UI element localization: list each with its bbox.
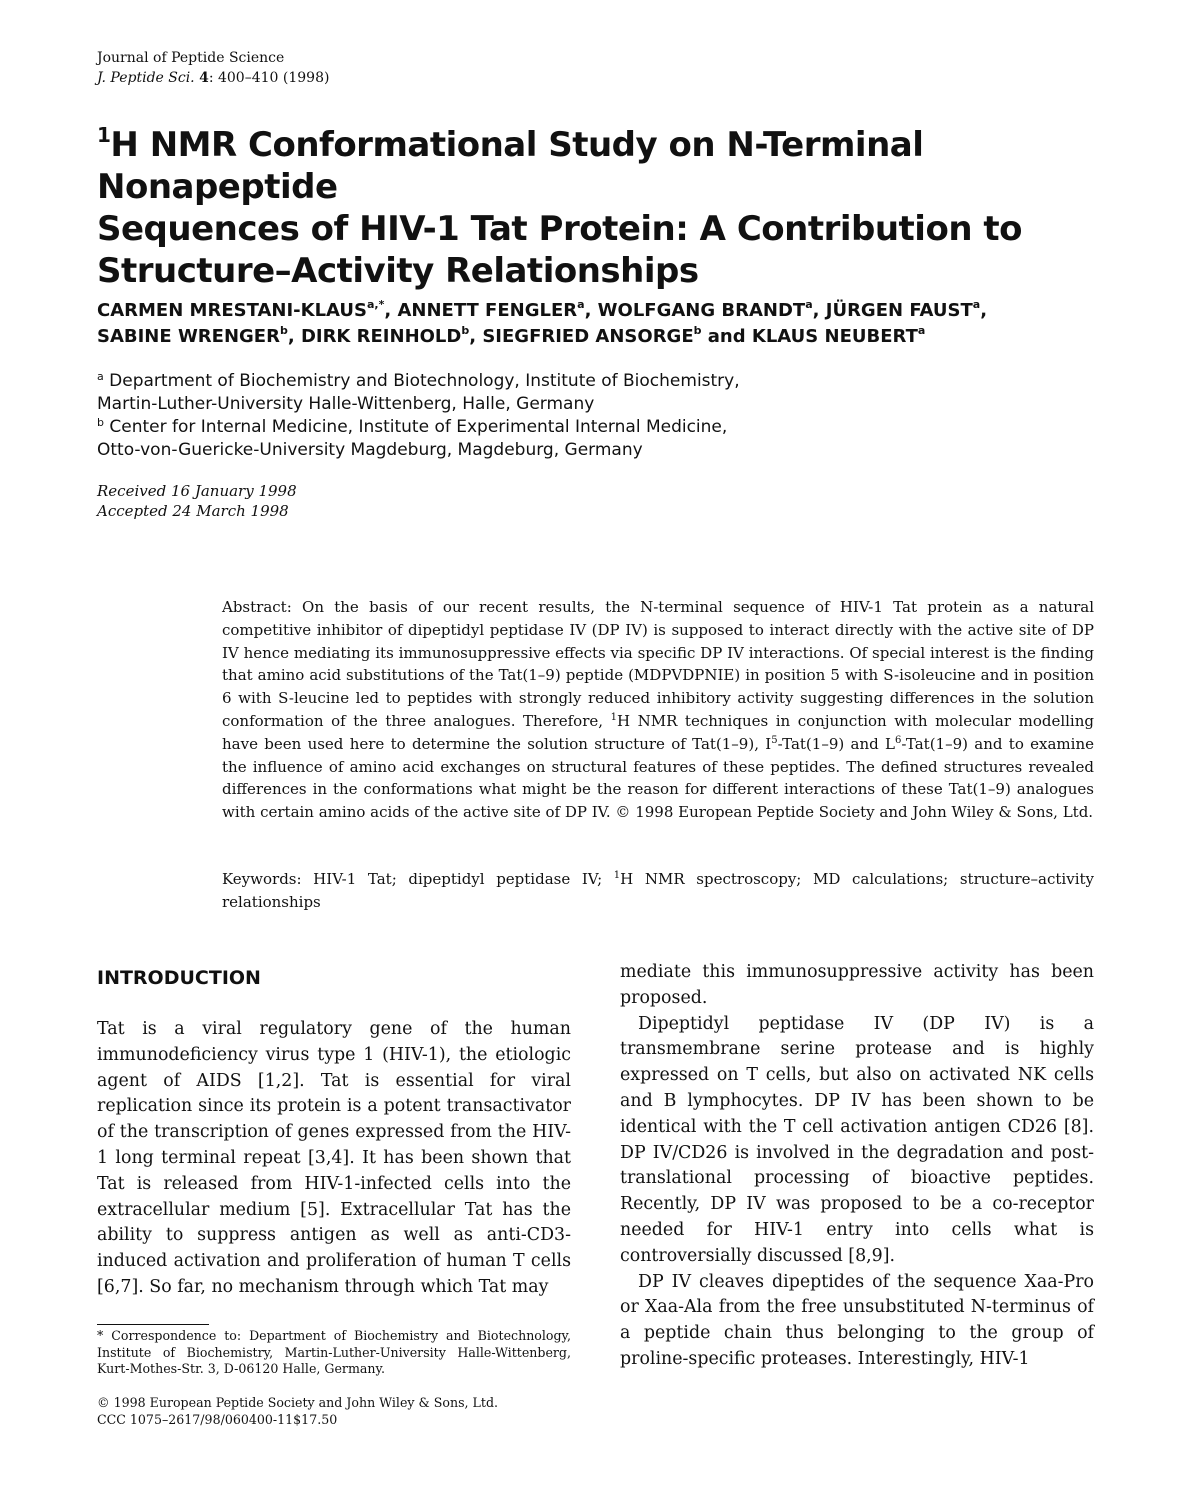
affil-mark: a (97, 370, 104, 383)
title-superscript: 1 (97, 123, 111, 147)
abstract (222, 596, 1094, 824)
author-separator: , (812, 300, 826, 321)
author-name: DIRK REINHOLD (300, 326, 462, 347)
affiliation-a-cont: Martin-Luther-University Halle-Wittenberg, Halle, Germany (97, 394, 595, 414)
author-list (97, 298, 1097, 350)
paper-title (97, 124, 1097, 292)
author-name: JÜRGEN FAUST (825, 300, 973, 321)
journal-abbrev: J. Peptide Sci. (97, 70, 195, 86)
left-column (97, 1017, 571, 1301)
journal-pages-year: : 400–410 (1998) (208, 70, 330, 86)
author-name: CARMEN MRESTANI-KLAUS (97, 300, 367, 321)
received-date: Received 16 January 1998 (97, 482, 297, 500)
affiliation-b (97, 416, 1097, 439)
abstract-text: Abstract: On the basis of our recent results, the N-terminal sequence of HIV-1 Tat protein as a natural competitive inhibitor of dipeptidyl peptidase IV (DP IV) is supposed to interact directly with the active site of DP IV hence mediating its immunosuppressive effects via specific DP IV interactions. Of special interest is the finding that amino acid substitutions of the Tat(1–9) peptide (MDPVDPNIE) in position 5 with S-isoleucine and in position 6 with S-leucine led to peptides with strongly reduced inhibitory activity suggesting differences in the solution conformation of the three analogues. Therefore, (222, 598, 1094, 730)
section-heading-introduction: INTRODUCTION (97, 967, 261, 989)
abstract-text: -Tat(1–9) and to examine the influence of amino acid exchanges on structural features of these peptides. The defined structures revealed differences in the conformations what might be the reason for different interactions of these Tat(1–9) analogues with certain amino acids of the active site of DP IV. © 1998 European Peptide Society and John Wiley & Sons, Ltd. (222, 734, 1094, 822)
author-name: KLAUS NEUBERT (751, 326, 918, 347)
author-affil-mark: a (805, 298, 813, 311)
affiliation-a (97, 370, 1097, 393)
ccc-code: CCC 1075–2617/98/060400-11$17.50 (97, 1412, 338, 1427)
author-separator: and (701, 326, 752, 347)
author-separator: , (584, 300, 598, 321)
keywords (222, 868, 1094, 913)
author-name: ANNETT FENGLER (397, 300, 578, 321)
abstract-text: H NMR techniques in conjunction with molecular modelling have been used here to determine the solution structure of Tat(1–9), I (222, 711, 1094, 753)
intro-paragraph-1-cont: mediate this immunosuppressive activity has been proposed. (620, 962, 1094, 1008)
author-separator: , (384, 300, 398, 321)
author-separator: , (469, 326, 483, 347)
intro-paragraph-3: DP IV cleaves dipeptides of the sequence Xaa-Pro or Xaa-Ala from the free unsubstituted N-terminus of a peptide chain thus belonging to the group of proline-specific proteases. Interestingly, HIV-1 (620, 1271, 1094, 1369)
author-separator: , (287, 326, 301, 347)
journal-volume: 4 (199, 70, 209, 86)
footnote-divider (97, 1324, 209, 1325)
abstract-sup: 6 (894, 734, 902, 746)
journal-header (97, 48, 329, 88)
journal-name: Journal of Peptide Science (97, 50, 285, 66)
author-affil-mark: b (461, 324, 470, 337)
copyright-notice (97, 1394, 498, 1428)
article-dates (97, 481, 297, 521)
journal-citation (97, 68, 329, 88)
author-line-2 (97, 324, 1097, 350)
author-separator: , (980, 300, 988, 321)
author-name: WOLFGANG BRANDT (597, 300, 806, 321)
keywords-text: Keywords: HIV-1 Tat; dipeptidyl peptidase IV; (222, 870, 614, 888)
keywords-text: H NMR spectroscopy; MD calculations; structure–activity relationships (222, 870, 1094, 911)
affil-mark: b (97, 416, 104, 429)
affiliations (97, 370, 1097, 462)
author-name: SIEGFRIED ANSORGE (482, 326, 694, 347)
correspondence-footnote: * Correspondence to: Department of Biochemistry and Biotechnology, Institute of Biochemistry, Martin-Luther-University Halle-Wittenberg, Kurt-Mothes-Str. 3, D-06120 Halle, Germany. (97, 1328, 571, 1376)
author-affil-mark: b (693, 324, 702, 337)
author-affil-mark: a (917, 324, 926, 337)
intro-paragraph-2: Dipeptidyl peptidase IV (DP IV) is a transmembrane serine protease and is highly expressed on T cells, but also on activated NK cells and B lymphocytes. DP IV has been shown to be identical with the T cell activation antigen CD26 [8]. DP IV/CD26 is involved in the degradation and post-translational processing of bioactive peptides. Recently, DP IV was proposed to be a co-receptor needed for HIV-1 entry into cells what is controversially discussed [8,9]. (620, 1013, 1094, 1266)
title-line-2: Sequences of HIV-1 Tat Protein: A Contribution to (97, 209, 1022, 249)
affil-line: Department of Biochemistry and Biotechnology, Institute of Biochemistry, (103, 371, 740, 391)
author-affil-mark: a,* (367, 298, 385, 311)
abstract-text: -Tat(1–9) and L (777, 734, 895, 753)
author-line-1 (97, 298, 1097, 324)
abstract-sup: 1 (610, 711, 617, 723)
right-column (620, 960, 1094, 1373)
author-affil-mark: a (577, 298, 585, 311)
accepted-date: Accepted 24 March 1998 (97, 502, 289, 520)
copyright-line: © 1998 European Peptide Society and John Wiley & Sons, Ltd. (97, 1395, 499, 1410)
affil-line: Center for Internal Medicine, Institute of Experimental Internal Medicine, (103, 417, 728, 437)
affiliation-b-cont: Otto-von-Guericke-University Magdeburg, Magdeburg, Germany (97, 440, 643, 460)
intro-paragraph-1: Tat is a viral regulatory gene of the human immunodeficiency virus type 1 (HIV-1), the etiologic agent of AIDS [1,2]. Tat is essential for viral replication since its protein is a potent transactivator of the transcription of genes expressed from the HIV-1 long terminal repeat [3,4]. It has been shown that Tat is released from HIV-1-infected cells into the extracellular medium [5]. Extracellular Tat has the ability to suppress antigen as well as anti-CD3-induced activation and proliferation of human T cells [6,7]. So far, no mechanism through which Tat may (97, 1019, 571, 1297)
abstract-sup: 5 (771, 734, 778, 746)
keywords-sup: 1 (613, 870, 621, 881)
title-line-1: H NMR Conformational Study on N-Terminal Nonapeptide (97, 125, 924, 207)
author-affil-mark: a (972, 298, 981, 311)
author-name: SABINE WRENGER (97, 326, 280, 347)
author-affil-mark: b (279, 324, 288, 337)
title-line-3: Structure–Activity Relationships (97, 251, 699, 291)
